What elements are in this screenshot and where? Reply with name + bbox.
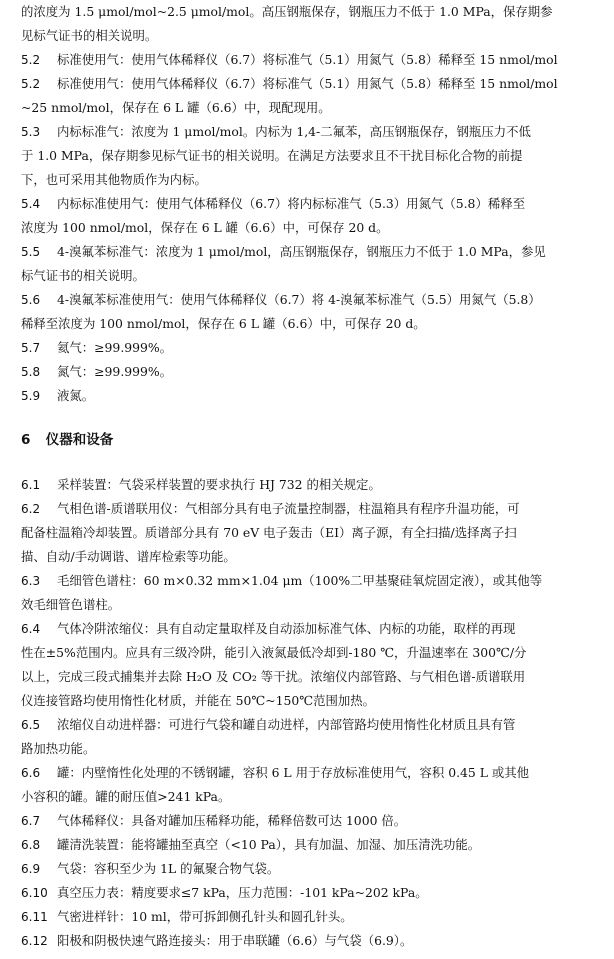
clause-number: 6.2 [21,502,41,516]
text-line [21,497,593,521]
paragraph-6-1 [21,473,593,497]
paragraph-6-11 [21,905,593,929]
clause-number: 5.7 [21,341,41,355]
text-line [21,713,593,737]
text-line: ~25 nmol/mol，保存在 6 L 罐（6.6）中，现配现用。 [21,100,331,115]
text-line [21,881,593,905]
text-line: 稀释至浓度为 100 nmol/mol，保存在 6 L 罐（6.6）中，可保存 20 d。 [21,316,426,331]
clause-text: 罐：内壁惰性化处理的不锈钢罐，容积 6 L 用于存放标准使用气，容积 0.45 L 或其他 [57,765,530,780]
paragraph-intro [21,0,593,48]
text-line [21,240,593,264]
clause-text: 气袋：容积至少为 1L 的氟聚合物气袋。 [57,861,280,876]
clause-text: 罐清洗装置：能将罐抽至真空（<10 Pa），具有加温、加湿、加压清洗功能。 [57,837,481,852]
text-line: 效毛细管色谱柱。 [21,597,121,612]
paragraph-5-2a [21,48,593,72]
clause-number: 6.8 [21,838,41,852]
clause-number: 5.6 [21,293,41,307]
text-line [21,288,593,312]
text-line: 仪连接管路均使用惰性化材质，并能在 50℃~150℃范围加热。 [21,693,376,708]
clause-number: 5.4 [21,197,41,211]
text-line: 见标气证书的相关说明。 [21,28,158,43]
text-line: 路加热功能。 [21,741,96,756]
clause-number: 6.10 [21,886,48,900]
paragraph-6-3 [21,569,593,617]
text-line [21,905,593,929]
clause-number: 5.3 [21,125,41,139]
clause-number: 6.9 [21,862,41,876]
text-line [21,120,593,144]
text-line: 性在±5%范围内。应具有三级冷阱，能引入液氮最低冷却到-180 ℃，升温速率在 300℃/分 [21,645,527,660]
clause-number: 5.2 [21,53,41,67]
clause-text: 气体冷阱浓缩仪：具有自动定量取样及自动添加标准气体、内标的功能，取样的再现 [57,621,516,636]
clause-number: 6.1 [21,478,41,492]
paragraph-6-12 [21,929,593,953]
paragraph-5-8 [21,360,593,384]
text-line [21,473,593,497]
clause-text: 浓缩仪自动进样器：可进行气袋和罐自动进样，内部管路均使用惰性化材质且具有管 [57,717,516,732]
text-line [21,336,593,360]
clause-number: 5.8 [21,365,41,379]
paragraph-5-3 [21,120,593,192]
text-line [21,569,593,593]
text-line [21,192,593,216]
clause-text: 内标标准气：浓度为 1 μmol/mol。内标为 1,4-二氟苯，高压钢瓶保存，钢瓶压力不低 [57,124,531,139]
clause-number: 5.2 [21,77,41,91]
clause-text: 采样装置：气袋采样装置的要求执行 HJ 732 的相关规定。 [57,477,381,492]
clause-text: 气体稀释仪：具备对罐加压稀释功能，稀释倍数可达 1000 倍。 [57,813,407,828]
paragraph-5-5 [21,240,593,288]
clause-text: 氮气：≥99.999%。 [57,364,173,379]
paragraph-6-5 [21,713,593,761]
clause-text: 标准使用气：使用气体稀释仪（6.7）将标准气（5.1）用氮气（5.8）稀释至 15 nmol/mol [57,52,558,67]
text-line [21,857,593,881]
text-line: 描、自动/手动调谐、谱库检索等功能。 [21,549,236,564]
clause-text: 液氮。 [57,388,95,403]
clause-number: 6.3 [21,574,41,588]
text-line: 以上，完成三段式捕集并去除 H₂O 及 CO₂ 等干扰。浓缩仪内部管路、与气相色谱-质谱联用 [21,669,526,684]
text-line [21,929,593,953]
clause-text: 内标标准使用气：使用气体稀释仪（6.7）将内标标准气（5.3）用氮气（5.8）稀释至 [57,196,526,211]
clause-number: 6.6 [21,766,41,780]
clause-text: 真空压力表：精度要求≤7 kPa，压力范围：-101 kPa~202 kPa。 [57,885,428,900]
clause-number: 5.5 [21,245,41,259]
heading-number: 6 [21,432,31,448]
section-heading [21,428,113,452]
paragraph-5-4 [21,192,593,240]
text-line: 于 1.0 MPa，保存期参见标气证书的相关说明。在满足方法要求且不干扰目标化合物的前提 [21,148,523,163]
text-line [21,809,593,833]
text-line: 标气证书的相关说明。 [21,268,145,283]
text-line [21,833,593,857]
clause-number: 5.9 [21,389,41,403]
clause-number: 6.11 [21,910,48,924]
text-line: 浓度为 100 nmol/mol，保存在 6 L 罐（6.6）中，可保存 20 d。 [21,220,389,235]
clause-text: 4-溴氟苯标准气：浓度为 1 μmol/mol，高压钢瓶保存，钢瓶压力不低于 1.0 MPa，参见 [57,244,546,259]
text-line [21,617,593,641]
paragraph-6-8 [21,833,593,857]
paragraph-6-4 [21,617,593,713]
clause-text: 4-溴氟苯标准使用气：使用气体稀释仪（6.7）将 4-溴氟苯标准气（5.5）用氮气（5.8） [57,292,541,307]
text-line [21,48,593,72]
text-line: 配备柱温箱冷却装置。质谱部分具有 70 eV 电子轰击（EI）离子源，有全扫描/选择离子扫 [21,525,517,540]
text-line [21,360,593,384]
clause-text: 阳极和阴极快速气路连接头：用于串联罐（6.6）与气袋（6.9）。 [57,933,413,948]
paragraph-6-6 [21,761,593,809]
text-line [21,761,593,785]
clause-number: 6.12 [21,934,48,948]
heading-title: 仪器和设备 [45,432,114,448]
paragraph-5-7 [21,336,593,360]
text-line: 小容积的罐。罐的耐压值>241 kPa。 [21,789,231,804]
paragraph-6-7 [21,809,593,833]
clause-text: 气密进样针：10 ml，带可拆卸侧孔针头和圆孔针头。 [57,909,353,924]
clause-text: 气相色谱-质谱联用仪：气相部分具有电子流量控制器，柱温箱具有程序升温功能，可 [57,501,520,516]
clause-number: 6.5 [21,718,41,732]
clause-text: 标准使用气：使用气体稀释仪（6.7）将标准气（5.1）用氮气（5.8）稀释至 15 nmol/mol [57,76,558,91]
text-line: 下，也可采用其他物质作为内标。 [21,172,207,187]
text-line: 的浓度为 1.5 μmol/mol~2.5 μmol/mol。高压钢瓶保存，钢瓶压力不低于 1.0 MPa，保存期参 [21,4,553,19]
paragraph-5-6 [21,288,593,336]
paragraph-5-9 [21,384,593,408]
clause-text: 毛细管色谱柱：60 m×0.32 mm×1.04 μm（100%二甲基聚硅氧烷固定液），或其他等 [57,573,543,588]
clause-number: 6.4 [21,622,41,636]
text-line [21,72,593,96]
paragraph-6-2 [21,497,593,569]
paragraph-5-2b [21,72,593,120]
clause-text: 氦气：≥99.999%。 [57,340,173,355]
paragraph-6-9 [21,857,593,881]
clause-number: 6.7 [21,814,41,828]
paragraph-6-10 [21,881,593,905]
text-line [21,384,593,408]
